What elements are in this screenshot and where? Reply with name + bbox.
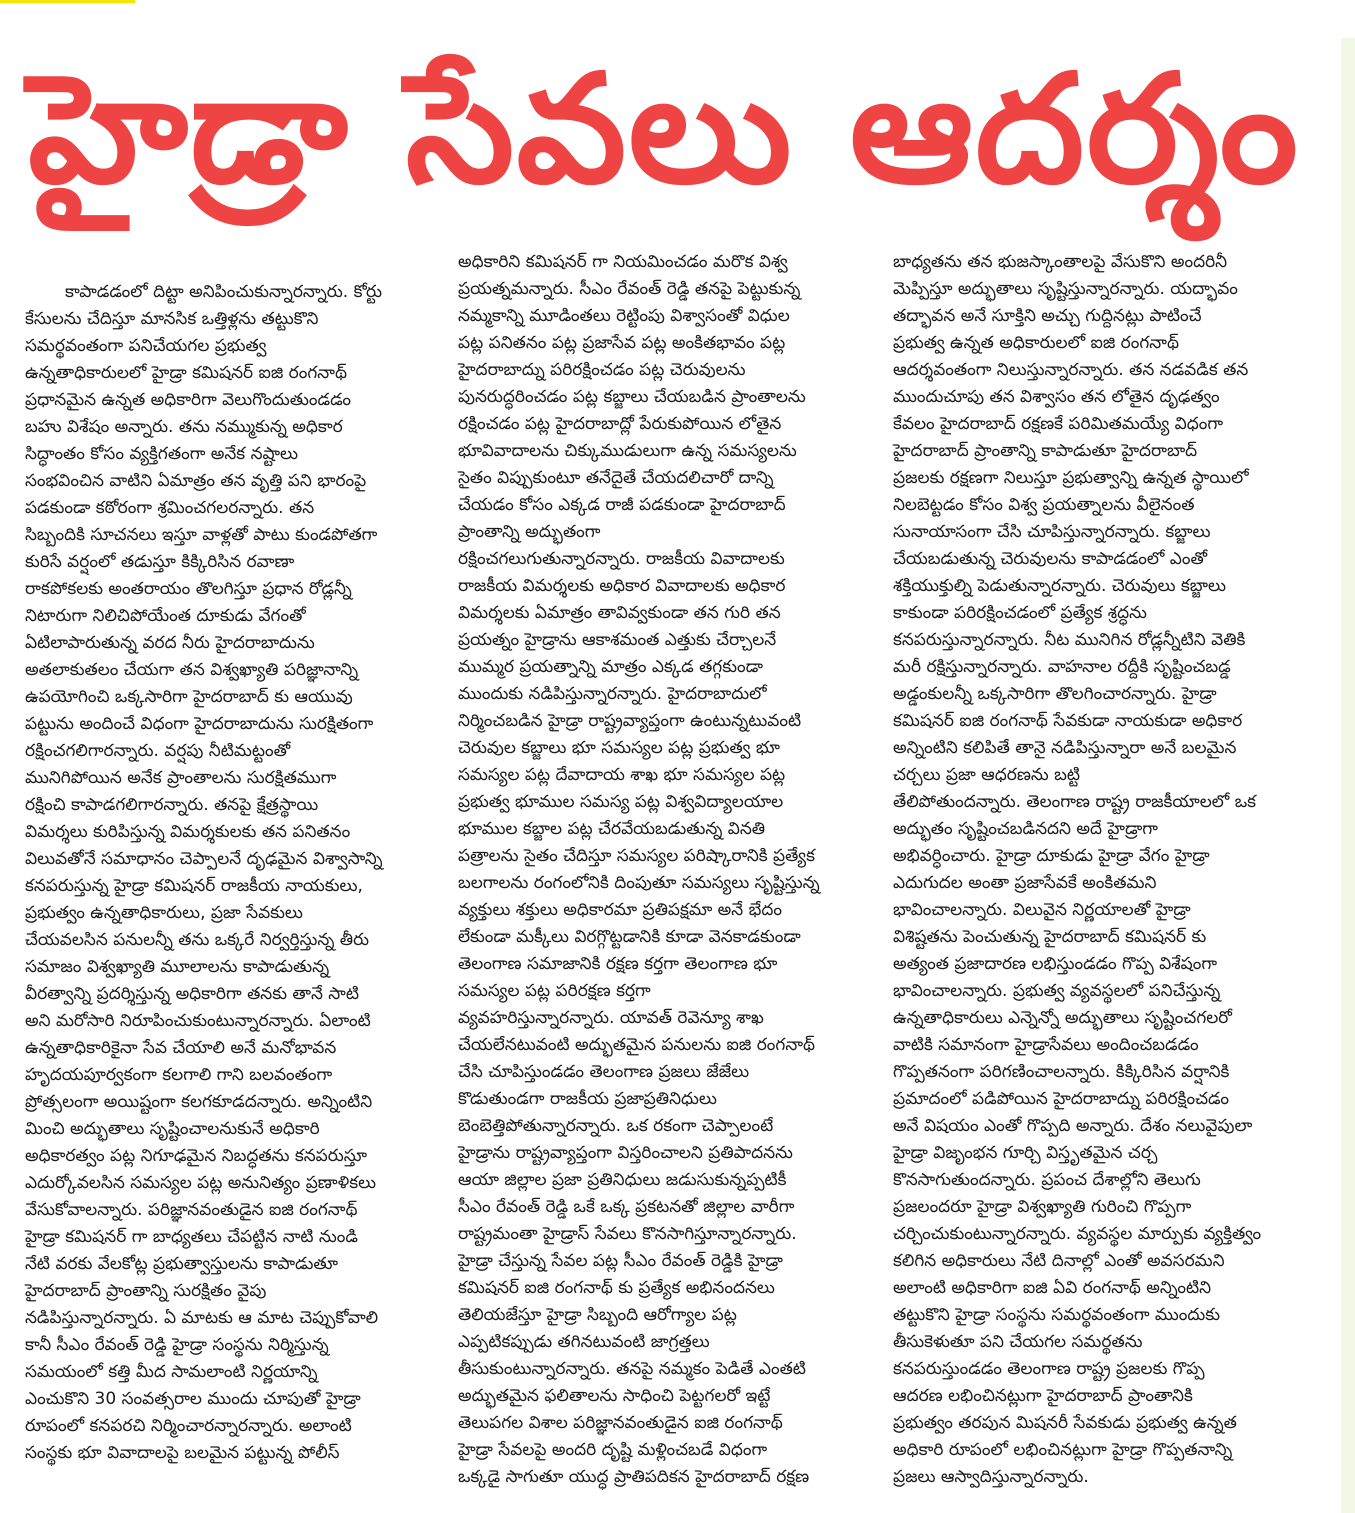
text-line: ఎంచుకొని 30 సంవత్సరాల ముందు చూపుతో హైడ్రా xyxy=(25,1389,361,1409)
text-line: ప్రభుత్వం తరపున మిషనరీ సేవకుడు ప్రభుత్వ ఉన్నత xyxy=(893,1413,1237,1433)
text-line: ఉన్నతాధికారికైనా సేవ చేయాలి అనే మనోభావన xyxy=(25,1038,337,1058)
text-line: ఏటిలాపారుతున్న వరద నీరు హైదరాబాదును xyxy=(25,633,315,653)
text-line: ఎదుర్కోవలసిన సమస్యల పట్ల అనునిత్యం ప్రణాళికలు xyxy=(25,1173,377,1193)
text-line: హైదరాబాద్ ప్రాంతాన్ని సురక్షితం వైపు xyxy=(25,1281,267,1301)
text-line: భావించాలన్నారు. విలువైన నిర్ణయాలతో హైడ్రా xyxy=(893,900,1191,920)
text-line: బాధ్యతను తన భుజస్కాంతాలపై వేసుకొని అందరినీ xyxy=(893,252,1228,272)
text-line: అన్నింటిని కలిపితే తానై నడిపిస్తున్నారా అనే బలమైన xyxy=(893,738,1237,758)
text-line: అధికారత్వం పట్ల నిగూఢమైన నిబద్ధతను కనపరుస్తూ xyxy=(25,1146,367,1166)
text-line: ప్రోత్సలంగా అయిష్టంగా కలగకూడదన్నారు. అన్నింటిని xyxy=(25,1092,373,1112)
accent-tab xyxy=(0,0,135,3)
text-line: కనపరుస్తుండడం తెలంగాణ రాష్ట్ర ప్రజలకు గొప్ప xyxy=(893,1359,1205,1379)
text-line: చేయబడుతున్న చెరువులను కాపాడడంలో ఎంతో xyxy=(893,549,1208,569)
text-line: మునిగిపోయిన అనేక ప్రాంతాలను సురక్షితముగా xyxy=(25,768,337,788)
text-line: చెరువుల కబ్జాలు భూ సమస్యల పట్ల ప్రభుత్వ భూ xyxy=(458,738,780,758)
text-line: ప్రభుత్వ భూముల సమస్య పట్ల విశ్వవిద్యాలయాల xyxy=(458,792,784,812)
text-line: తెలియజేస్తూ హైడ్రా సిబ్బంది ఆరోగ్యాల పట్ల xyxy=(458,1305,737,1325)
text-line: కాపాడడంలో దిట్టా అనిపించుకున్నారన్నారు. కోర్టు xyxy=(65,282,382,302)
text-line: నేటి వరకు వేలకోట్ల ప్రభుత్వాస్తులను కాపాడుతూ xyxy=(25,1254,339,1274)
text-line: చేయడం కోసం ఎక్కడ రాజీ పడకుండా హైదరాబాద్ xyxy=(458,495,786,515)
text-line: వాటికి సమానంగా హైడ్రాసేవలు అందించబడడం xyxy=(893,1035,1199,1055)
text-line: సంస్థకు భూ వివాదాలపై బలమైన పట్టున్న పోలీస్ xyxy=(25,1443,340,1463)
text-line: అద్భుతం సృష్టించబడినదని అదే హైడ్రాగా xyxy=(893,819,1158,839)
text-line: విమర్శలు కురిపిస్తున్న విమర్శకులకు తన పనితనం xyxy=(25,822,351,842)
text-line: రాజకీయ విమర్శలకు అధికార వివాదాలకు అధికార xyxy=(458,576,786,596)
text-line: బలగాలను రంగంలోనికి దింపుతూ సమస్యలు సృష్టిస్తున్న xyxy=(458,873,820,893)
text-line: పునరుద్ధరించడం పట్ల కబ్జాలు చేయబడిన ప్రాంతాలను xyxy=(458,387,806,407)
text-line: ఉపయోగించి ఒక్కసారిగా హైదరాబాద్ కు ఆయువు xyxy=(25,687,353,707)
text-line: ఆదరణ లభించినట్లుగా హైదరాబాద్ ప్రాంతానికి xyxy=(893,1386,1193,1406)
text-line: సమస్యల పట్ల దేవాదాయ శాఖ భూ సమస్యల పట్ల xyxy=(458,765,786,785)
text-line: ప్రభుత్వం ఉన్నతాధికారులు, ప్రజా సేవకులు xyxy=(25,903,303,923)
text-line: హైడ్రాను రాష్ట్రవ్యాప్తంగా విస్తరించాలని ప్రతిపాదనను xyxy=(458,1143,793,1163)
text-line: భావించాలన్నారు. ప్రభుత్వ వ్యవస్థలలో పనిచేస్తున్న xyxy=(893,981,1221,1001)
text-line: అలాంటి అధికారిగా ఐజి ఏవి రంగనాథ్ అన్నింటిని xyxy=(893,1278,1212,1298)
text-line: నిర్మించబడిన హైడ్రా రాష్ట్రవ్యాప్తంగా ఉంటున్నటువంటి xyxy=(458,711,802,731)
text-line: ఆయా జిల్లాల ప్రజా ప్రతినిధులు జడుసుకున్నప్పటికీ xyxy=(458,1170,787,1190)
text-line: ప్రధానమైన ఉన్నత అధికారిగా వెలుగొందుతుండడం xyxy=(25,390,352,410)
text-line: కొనసాగుతుందన్నారు. ప్రపంచ దేశాల్లోని తెలుగు xyxy=(893,1170,1201,1190)
text-line: ముందుకు నడిపిస్తున్నారన్నారు. హైదరాబాదులో xyxy=(458,684,767,704)
headline-container xyxy=(28,28,1300,233)
text-line: ముమ్మర ప్రయత్నాన్ని మాత్రం ఎక్కడ తగ్గకుండా xyxy=(458,657,763,677)
text-line: అధికారి రూపంలో లభించినట్లుగా హైడ్రా గొప్పతనాన్ని xyxy=(893,1440,1233,1460)
text-line: రక్షించగలిగారన్నారు. వర్షపు నీటిమట్టంతో xyxy=(25,741,291,761)
text-line: శక్తియుక్తుల్ని పెడుతున్నారన్నారు. చెరువులు కబ్జాలు xyxy=(893,576,1226,596)
text-line: హైడ్రా విజృంభన గూర్చి విస్తృతమైన చర్చ xyxy=(893,1143,1158,1163)
text-line: విమర్శలకు ఏమాత్రం తావివ్వకుండా తన గురి తన xyxy=(458,603,781,623)
text-line: నిటారుగా నిలిచిపోయేంత దూకుడు వేగంతో xyxy=(25,606,306,626)
text-line: పడకుండా కఠోరంగా శ్రమించగలరన్నారు. తన xyxy=(25,498,315,518)
text-line: పత్రాలను సైతం చేదిస్తూ సమస్యల పరిష్కారానికి ప్రత్యేక xyxy=(458,846,815,866)
text-line: ఉన్నతాధికారులలో హైడ్రా కమిషనర్ ఐజి రంగనాథ్ xyxy=(25,363,347,383)
text-line: తెలంగాణ సమాజానికి రక్షణ కర్తగా తెలంగాణ భూ xyxy=(458,954,778,974)
text-line: సమయంలో కత్తి మీద సామలాంటి నిర్ణయాన్ని xyxy=(25,1362,318,1382)
text-line: ఆదర్శవంతంగా నిలుస్తున్నారన్నారు. తన నడవడిక తన xyxy=(893,360,1249,380)
text-line: చేసి చూపిస్తుండడం తెలంగాణ ప్రజలు జేజేలు xyxy=(458,1062,750,1082)
text-line: హైదరాబాద్ ప్రాంతాన్ని కాపాడుతూ హైదరాబాద్ xyxy=(893,441,1198,461)
headline: హైడ్రా సేవలు ఆదర్శం xyxy=(28,43,1300,217)
text-line: మరీ రక్షిస్తున్నారన్నారు. వాహనాల రద్దీకి సృష్టించబడ్డ xyxy=(893,657,1231,677)
text-line: విశిష్టతను పెంచుతున్న హైదరాబాద్ కమిషనర్ కు xyxy=(893,927,1207,947)
text-line: అనే విషయం ఎంతో గొప్పది అన్నారు. దేశం నలువైపులా xyxy=(893,1116,1253,1136)
text-line: లేకుండా మక్కీలు విరగ్గొట్టడానికి కూడా వెనకాడకుండా xyxy=(458,927,801,947)
text-line: తీసుకెళుతూ పని చేయగల సమర్థతను xyxy=(893,1332,1143,1352)
text-line: ముందుచూపు తన విశ్వాసం తన లోతైన దృఢత్వం xyxy=(893,387,1220,407)
text-line: వీరత్వాన్ని ప్రదర్శిస్తున్న అధికారిగా తనకు తానే సాటి xyxy=(25,984,359,1004)
text-line: సైతం విప్పుకుంటూ తనేదైతే చేయదలిచారో దాన్ని xyxy=(458,468,774,488)
text-line: తేలిపోతుందన్నారు. తెలంగాణ రాష్ట్ర రాజకీయాలలో ఒక xyxy=(893,792,1256,812)
text-line: సిబ్బందికి సూచనలు ఇస్తూ వాళ్లతో పాటు కుండపోతగా xyxy=(25,525,378,545)
text-line: ఎప్పటికప్పుడు తగినటువంటి జాగ్రత్తలు xyxy=(458,1332,710,1352)
side-strip xyxy=(1341,38,1355,1513)
text-line: అభివర్ధించారు. హైడ్రా దూకుడు హైడ్రా వేగం హైడ్రా xyxy=(893,846,1210,866)
text-line: కాకుండా పరిరక్షించడంలో ప్రత్యేక శ్రద్ధను xyxy=(893,603,1147,623)
text-line: తెలుపగల విశాల పరిజ్ఞానవంతుడైన ఐజి రంగనాథ్ xyxy=(458,1413,783,1433)
text-line: వ్యక్తులు శక్తులు అధికారమా ప్రతిపక్షమా అనే భేదం xyxy=(458,900,782,920)
text-line: పట్టును అందించే విధంగా హైదరాబాదును సురక్షితంగా xyxy=(25,714,374,734)
text-line: కేవలం హైదరాబాద్ రక్షణకే పరిమితమయ్యే విధంగా xyxy=(893,414,1224,434)
text-line: హృదయపూర్వకంగా కలగాలి గాని బలవంతంగా xyxy=(25,1065,333,1085)
text-line: కానీ సీఎం రేవంత్ రెడ్డి హైడ్రా సంస్థను నిర్మిస్తున్న xyxy=(25,1335,329,1355)
text-line: కనపరుస్తున్నారన్నారు. నీట మునిగిన రోడ్లన్నీటిని వెతికి xyxy=(893,630,1246,650)
text-line: తీసుకుంటున్నారన్నారు. తనపై నమ్మకం పెడితే ఎంతటి xyxy=(458,1359,806,1379)
text-line: కేసులను చేదిస్తూ మానసిక ఒత్తిళ్లను తట్టుకొని xyxy=(25,309,319,329)
text-line: చేయవలసిన పనులన్నీ తను ఒక్కరే నిర్వర్తిస్తున్న తీరు xyxy=(25,930,370,950)
text-line: భూవివాదాలను చిక్కుముడులుగా ఉన్న సమస్యలను xyxy=(458,441,797,461)
text-line: మెప్పిస్తూ అద్భుతాలు సృష్టిస్తున్నారన్నారు. యద్భావం xyxy=(893,279,1238,299)
text-line: సమాజం విశ్వఖ్యాతి మూలాలను కాపాడుతున్న xyxy=(25,957,330,977)
text-line: తద్భావన అనే సూక్తిని అచ్చు గుద్దినట్లు పాటించే xyxy=(893,306,1202,326)
text-line: విలువతోనే సమాధానం చెప్పాలనే దృఢమైన విశ్వాసాన్ని xyxy=(25,849,383,869)
text-line: కమిషనర్ ఐజి రంగనాథ్ సేవకుడా నాయకుడా అధికార xyxy=(893,711,1243,731)
text-line: నమ్మకాన్ని మూడింతలు రెట్టింపు విశ్వాసంతో విధుల xyxy=(458,306,790,326)
text-line: నడిపిస్తున్నారన్నారు. ఏ మాటకు ఆ మాట చెప్పుకోవాలి xyxy=(25,1308,379,1328)
text-line: వ్యవహరిస్తున్నారన్నారు. యావత్ రెవెన్యూ శాఖ xyxy=(458,1008,764,1028)
text-line: చేయలేనటువంటి అద్భుతమైన పనులను ఐజి రంగనాథ్ xyxy=(458,1035,815,1055)
text-line: హైదరాబాద్ను పరిరక్షించడం పట్ల చెరువులను xyxy=(458,360,746,380)
text-line: అధికారిని కమిషనర్ గా నియమించడం మరొక విశ్వ xyxy=(458,252,788,272)
text-line: ప్రయత్నం హైడ్రాను ఆకాశమంత ఎత్తుకు చేర్చాలనే xyxy=(458,630,777,650)
text-line: అని మరోసారి నిరూపించుకుంటున్నారన్నారు. ఏలాంటి xyxy=(25,1011,371,1031)
text-line: ప్రమాదంలో పడిపోయిన హైదరాబాద్ను పరిరక్షించడం xyxy=(893,1089,1229,1109)
text-line: అతలాకుతలం చేయగా తన విశ్వఖ్యాతి పరిజ్ఞానాన్ని xyxy=(25,660,359,680)
text-line: కనపరుస్తున్న హైడ్రా కమిషనర్ రాజకీయ నాయకులు, xyxy=(25,876,363,896)
text-line: సంభవించిన వాటిని ఏమాత్రం తన వృత్తి పని భారంపై xyxy=(25,471,367,491)
text-line: అత్యంత ప్రజాదారణ లభిస్తుండడం గొప్ప విశేషంగా xyxy=(893,954,1218,974)
text-line: ప్రజలందరూ హైడ్రా విశ్వఖ్యాతి గురించి గొప్పగా xyxy=(893,1197,1192,1217)
text-line: సమస్యల పట్ల పరిరక్షణ కర్తగా xyxy=(458,981,651,1001)
text-line: వేసుకోవాలన్నారు. పరిజ్ఞానవంతుడైన ఐజి రంగనాథ్ xyxy=(25,1200,358,1220)
text-line: రూపంలో కనపరచి నిర్మించారన్నారన్నారు. అలాంటి xyxy=(25,1416,352,1436)
text-line: కొడుతుండగా రాజకీయ ప్రజాప్రతినిధులు xyxy=(458,1089,717,1109)
text-line: హైడ్రా కమిషనర్ గా బాధ్యతలు చేపట్టిన నాటి నుండి xyxy=(25,1227,358,1247)
text-line: మించి అద్భుతాలు సృష్టించాలనుకునే అధికారి xyxy=(25,1119,320,1139)
text-line: హైడ్రా చేస్తున్న సేవల పట్ల సీఎం రేవంత్ రెడ్డికి హైడ్రా xyxy=(458,1251,783,1271)
text-line: ఒక్కడై సాగుతూ యుద్ధ ప్రాతిపదికన హైదరాబాద్ రక్షణ xyxy=(458,1467,810,1487)
text-line: చర్చించుకుంటున్నారన్నారు. వ్యవస్థల మార్పుకు వ్యక్తిత్వం xyxy=(893,1224,1262,1244)
text-line: భూముల కబ్జాల పట్ల చేరవేయబడుతున్న వినతి xyxy=(458,819,766,839)
text-line: సునాయాసంగా చేసి చూపిస్తున్నారన్నారు. కబ్జాలు xyxy=(893,522,1211,542)
text-line: ప్రభుత్వ ఉన్నత అధికారులలో ఐజి రంగనాథ్ xyxy=(893,333,1179,353)
text-line: నిలబెట్టడం కోసం విశ్వ ప్రయత్నాలను వీలైనంత xyxy=(893,495,1195,515)
text-line: ప్రజలకు రక్షణగా నిలుస్తూ ప్రభుత్వాన్ని ఉన్నత స్థాయిలో xyxy=(893,468,1249,488)
text-line: రాకపోకలకు అంతరాయం తొలగిస్తూ ప్రధాన రోడ్లన్నీ xyxy=(25,579,352,599)
text-line: ప్రాంతాన్ని అద్భుతంగా xyxy=(458,522,601,542)
text-line: అడ్డంకులన్నీ ఒక్కసారిగా తొలగించారన్నారు. హైడ్రా xyxy=(893,684,1217,704)
text-line: కురిసే వర్షంలో తడుస్తూ కిక్కిరిసిన రవాణా xyxy=(25,552,295,572)
text-line: సీఎం రేవంత్ రెడ్డి ఒకే ఒక్క ప్రకటనతో జిల్లాల వారీగా xyxy=(458,1197,795,1217)
text-line: బెంబెత్తిపోతున్నారన్నారు. ఒక రకంగా చెప్పాలంటే xyxy=(458,1116,774,1136)
text-line: ప్రయత్నమన్నారు. సీఎం రేవంత్ రెడ్డి తనపై పెట్టుకున్న xyxy=(458,279,801,299)
text-line: కమిషనర్ ఐజి రంగనాథ్ కు ప్రత్యేక అభినందనలు xyxy=(458,1278,775,1298)
text-line: సమర్థవంతంగా పనిచేయగల ప్రభుత్వ xyxy=(25,336,267,356)
text-line: ఎదుగుదల అంతా ప్రజాసేవకే అంకితమని xyxy=(893,873,1157,893)
text-line: బహు విశేషం అన్నారు. తను నమ్ముకున్న అధికార xyxy=(25,417,343,437)
text-line: రక్షించి కాపాడగలిగారన్నారు. తనపై క్షేత్రస్థాయి xyxy=(25,795,319,815)
text-line: కలిగిన అధికారులు నేటి దినాల్లో ఎంతో అవసరమని xyxy=(893,1251,1225,1271)
text-line: పట్ల పనితనం పట్ల ప్రజాసేవ పట్ల అంకితభావం పట్ల xyxy=(458,333,786,353)
text-line: చర్చలు ప్రజా ఆధరణను బట్టి xyxy=(893,765,1080,785)
text-line: ఉన్నతాధికారులు ఎన్నెన్నో అద్భుతాలు సృష్టించగలరో xyxy=(893,1008,1232,1028)
text-line: రక్షించడం పట్ల హైదరాబాద్లో పేరుకుపోయిన లోతైన xyxy=(458,414,782,434)
text-line: గొప్పతనంగా పరిగణించాలన్నారు. కిక్కిరిసిన వర్షానికి xyxy=(893,1062,1230,1082)
text-line: రాష్ట్రమంతా హైడ్రాస్ సేవలు కొనసాగిస్తూన్నారన్నారు. xyxy=(458,1224,797,1244)
text-line: రక్షించగలుగుతున్నారన్నారు. రాజకీయ వివాదాలకు xyxy=(458,549,785,569)
text-line: సిద్ధాంతం కోసం వ్యక్తిగతంగా అనేక నష్టాలు xyxy=(25,444,298,464)
text-line: ప్రజలు ఆస్వాదిస్తున్నారన్నారు. xyxy=(893,1467,1089,1487)
text-line: అద్భుతమైన ఫలితాలను సాధించి పెట్టగలరో ఇట్టే xyxy=(458,1386,771,1406)
text-line: హైడ్రా సేవలపై అందరి దృష్టి మళ్లించబడే విధంగా xyxy=(458,1440,768,1460)
text-line: తట్టుకొని హైడ్రా సంస్థను సమర్థవంతంగా ముందుకు xyxy=(893,1305,1221,1325)
